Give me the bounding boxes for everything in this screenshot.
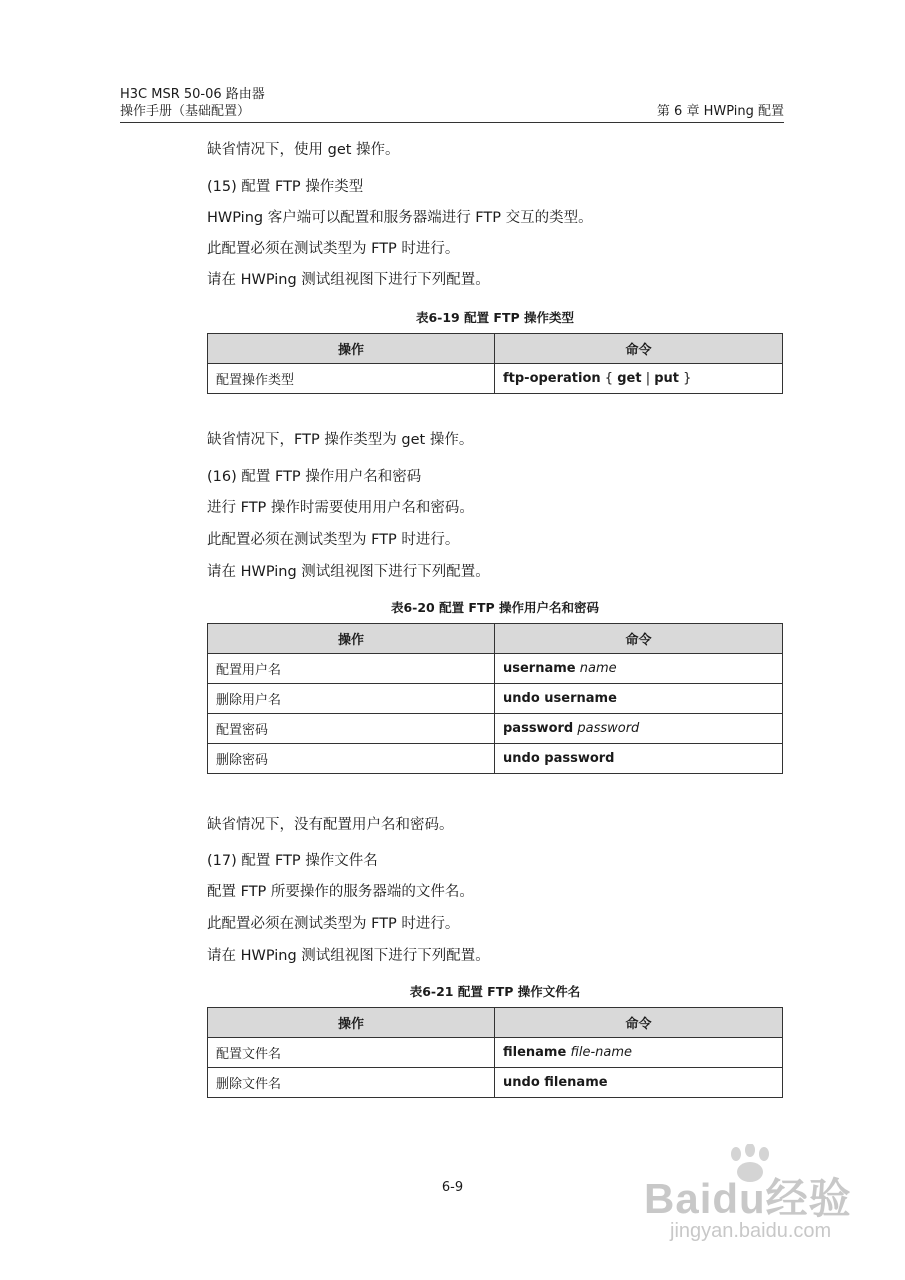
section-17-line: 请在 HWPing 测试组视图下进行下列配置。 [207, 948, 490, 964]
operation-cell: 删除文件名 [208, 1068, 495, 1098]
table-6-20-caption: 表6-20 配置 FTP 操作用户名和密码 [390, 600, 600, 615]
section-17-heading: (17) 配置 FTP 操作文件名 [207, 853, 378, 869]
table-row [208, 744, 783, 774]
operation-cell: 配置操作类型 [208, 364, 495, 394]
table-header-row [208, 624, 783, 654]
command-keyword: filename [503, 1045, 567, 1060]
command-argument: file-name [570, 1045, 633, 1060]
table-row [208, 684, 783, 714]
table-header-row [208, 1008, 783, 1038]
header-chapter: 第 6 章 HWPing 配置 [656, 104, 784, 119]
watermark-logo: Baidu经验 [644, 1175, 852, 1222]
table-6-21 [207, 1007, 783, 1098]
command-cell [495, 744, 783, 774]
command-brace: } [679, 371, 692, 386]
baidu-watermark [640, 1148, 860, 1248]
column-header-operation: 操作 [208, 334, 495, 364]
command-argument: name [579, 661, 617, 676]
section-15-line: 此配置必须在测试类型为 FTP 时进行。 [207, 241, 460, 257]
paragraph-default-ftp-type: 缺省情况下，FTP 操作类型为 get 操作。 [207, 432, 474, 448]
section-15-heading: (15) 配置 FTP 操作类型 [207, 179, 364, 195]
table-header-row [208, 334, 783, 364]
table-6-19 [207, 333, 783, 394]
command-cell [495, 714, 783, 744]
command-keyword: ftp-operation [503, 371, 601, 386]
table-6-20 [207, 623, 783, 774]
command-keyword: username [503, 661, 576, 676]
page-number: 6-9 [441, 1180, 464, 1195]
header-product: H3C MSR 50-06 路由器 [120, 87, 265, 102]
command-cell [495, 1038, 783, 1068]
operation-cell: 删除密码 [208, 744, 495, 774]
operation-cell: 配置密码 [208, 714, 495, 744]
section-16-line: 进行 FTP 操作时需要使用用户名和密码。 [207, 500, 474, 516]
header-divider [120, 122, 784, 123]
paragraph-default-no-credentials: 缺省情况下，没有配置用户名和密码。 [207, 817, 454, 833]
header-manual: 操作手册（基础配置） [120, 104, 251, 119]
operation-cell: 配置用户名 [208, 654, 495, 684]
column-header-command: 命令 [495, 624, 783, 654]
table-row [208, 1038, 783, 1068]
column-header-command: 命令 [495, 334, 783, 364]
command-cell [495, 364, 783, 394]
operation-cell: 删除用户名 [208, 684, 495, 714]
command-keyword: undo filename [503, 1075, 608, 1090]
section-16-heading: (16) 配置 FTP 操作用户名和密码 [207, 469, 422, 485]
command-option: put [654, 371, 679, 386]
command-cell [495, 654, 783, 684]
table-row [208, 714, 783, 744]
paragraph-default-get: 缺省情况下，使用 get 操作。 [207, 142, 400, 158]
command-option: get [617, 371, 642, 386]
table-6-19-caption: 表6-19 配置 FTP 操作类型 [415, 310, 575, 325]
table-row [208, 364, 783, 394]
operation-cell: 配置文件名 [208, 1038, 495, 1068]
command-keyword: undo password [503, 751, 615, 766]
table-row [208, 654, 783, 684]
section-16-line: 此配置必须在测试类型为 FTP 时进行。 [207, 532, 460, 548]
watermark-url: jingyan.baidu.com [670, 1220, 832, 1242]
table-row [208, 1068, 783, 1098]
section-17-line: 配置 FTP 所要操作的服务器端的文件名。 [207, 884, 474, 900]
command-argument: password [577, 721, 640, 736]
section-15-line: 请在 HWPing 测试组视图下进行下列配置。 [207, 272, 490, 288]
section-16-line: 请在 HWPing 测试组视图下进行下列配置。 [207, 564, 490, 580]
table-6-21-caption: 表6-21 配置 FTP 操作文件名 [409, 984, 581, 999]
command-keyword: undo username [503, 691, 617, 706]
command-cell [495, 684, 783, 714]
column-header-operation: 操作 [208, 624, 495, 654]
command-brace: { [600, 371, 618, 386]
column-header-command: 命令 [495, 1008, 783, 1038]
section-17-line: 此配置必须在测试类型为 FTP 时进行。 [207, 916, 460, 932]
section-15-line: HWPing 客户端可以配置和服务器端进行 FTP 交互的类型。 [207, 210, 593, 226]
command-cell [495, 1068, 783, 1098]
command-separator: | [641, 371, 655, 386]
column-header-operation: 操作 [208, 1008, 495, 1038]
command-keyword: password [503, 721, 574, 736]
